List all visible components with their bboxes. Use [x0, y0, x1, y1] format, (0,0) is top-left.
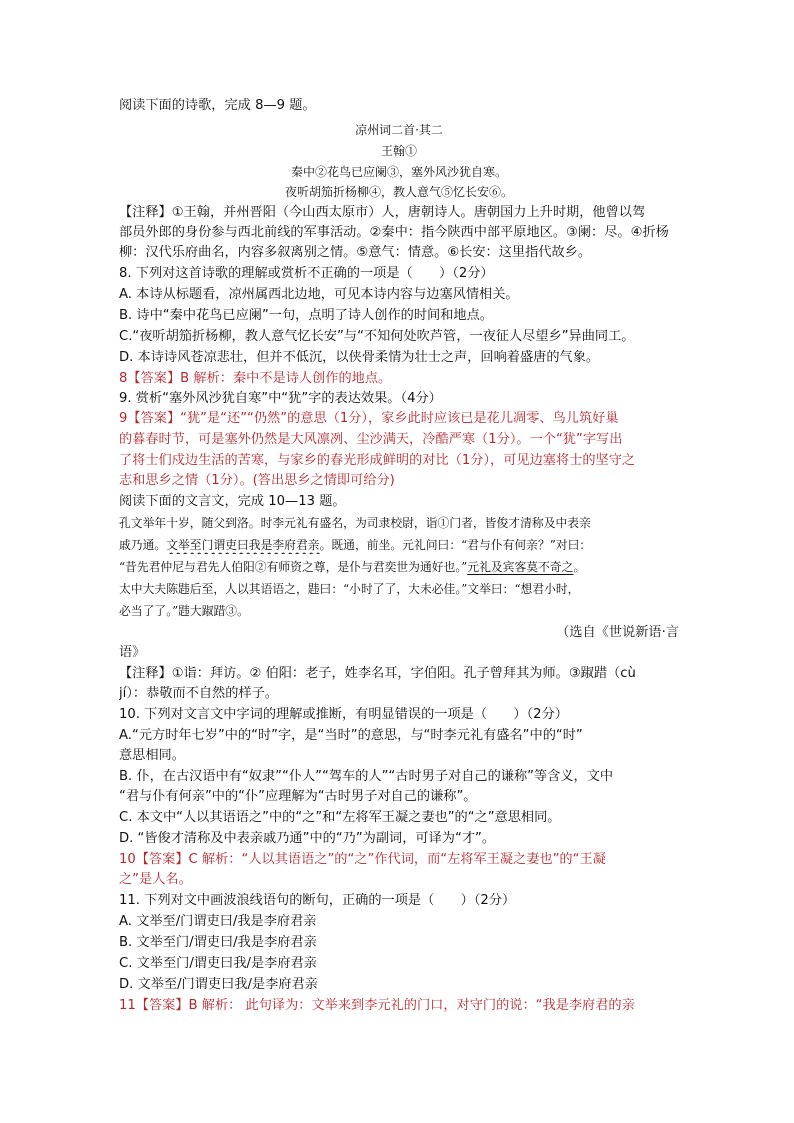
- q10-option-d: D. “皆俊才清称及中表亲戚乃通”中的“乃”为副词，可译为“才”。: [119, 831, 496, 846]
- prose-text: 。: [573, 560, 586, 574]
- poem-author: 王翰①: [380, 144, 417, 158]
- q10-option-a-cont: 意思相同。: [119, 748, 185, 763]
- prose-line-1: 孔文举年十岁，随父到洛。时李元礼有盛名，为司隶校尉，诣①门者，皆俊才清称及中表亲: [119, 516, 591, 530]
- poem-note-line: 柳：汉代乐府曲名，内容多叙离别之情。⑤意气：情意。⑥长安：这里指代故乡。: [119, 245, 592, 260]
- q10-option-b: B. 仆，在古汉语中有“奴隶”“仆人”“驾车的人”“古时男子对自己的谦称”等含义，文中: [119, 769, 614, 784]
- prose-source: （选自《世说新语·言: [556, 625, 679, 640]
- wavy-underlined-sentence: 文举至门谓吏曰我是李府君亲: [166, 538, 320, 552]
- poem-title: 凉州词二首·其二: [355, 123, 443, 137]
- q11-stem: 11. 下列对文中画波浪线语句的断句，正确的一项是（ ）（2分）: [119, 893, 516, 908]
- underlined-sentence: 元礼及宾客莫不奇之: [467, 560, 574, 574]
- q8-answer: 8【答案】B 解析：秦中不是诗人创作的地点。: [119, 371, 392, 386]
- q11-answer: 11【答案】B 解析： 此句译为：文举来到李元礼的门口，对守门的说：“我是李府君的亲: [119, 998, 635, 1013]
- prose-text: “昔先君仲尼与君先人伯阳②有师资之尊，是仆与君奕世为通好也。”: [119, 560, 468, 574]
- prose-line-3: [119, 558, 679, 576]
- q11-option-c: C. 文举至门/谓吏曰我/是李府君亲: [119, 956, 317, 971]
- prose-note-line: 【注释】①诣：拜访。② 伯阳：老子，姓李名耳，字伯阳。孔子曾拜其为师。③踧踖（cù: [119, 666, 636, 681]
- q8-option-b: B. 诗中“秦中花鸟已应阑”一句，点明了诗人创作的时间和地点。: [119, 308, 493, 323]
- poem-intro: 阅读下面的诗歌，完成 8—9 题。: [119, 98, 316, 113]
- q9-answer-line: 的暮春时节，可是塞外仍然是大风凛冽、尘沙满天，冷酷严寒（1分）。一个“犹”字写出: [119, 432, 623, 447]
- q8-option-c: C.“夜听胡笳折杨柳，教人意气忆长安”与“不知何处吹芦管，一夜征人尽望乡”异曲同工。: [119, 329, 635, 344]
- q8-option-a: A. 本诗从标题看，凉州属西北边地，可见本诗内容与边塞风情相关。: [119, 287, 519, 302]
- q10-option-a: A.“元方时年七岁”中的“时”字，是“当时”的意思，与“时李元礼有盛名”中的“时”: [119, 728, 583, 743]
- q11-option-d: D. 文举至/门谓吏曰我/是李府君亲: [119, 977, 318, 992]
- poem-line-1: 秦中②花鸟已应阑③，塞外风沙犹自寒。: [290, 165, 507, 179]
- poem-note-line: 【注释】①王翰，并州晋阳（今山西太原市）人，唐朝诗人。唐朝国力上升时期，他曾以驾: [119, 205, 646, 220]
- q8-option-d: D. 本诗诗风苍凉悲壮，但并不低沉，以侠骨柔情为壮士之声，回响着盛唐的气象。: [119, 350, 600, 365]
- prose-source-cont: 语》: [119, 645, 146, 660]
- prose-text: 。既通，前坐。元礼问曰：“君与仆有何亲？”对曰：: [319, 538, 592, 552]
- q9-answer-line: 了将士们戍边生活的苦寒，与家乡的春光形成鲜明的对比（1分），可见边塞将士的坚守之: [119, 453, 636, 468]
- q10-answer: 10【答案】C 解析：“人以其语语之”的“之”作代词，而“左将军王凝之妻也”的“王凝: [119, 852, 606, 867]
- prose-note-line: jí）：恭敬而不自然的样子。: [119, 686, 278, 701]
- q9-answer-line: 志和思乡之情（1分）。(答出思乡之情即可给分): [119, 473, 395, 488]
- q8-stem: 8. 下列对这首诗歌的理解或赏析不正确的一项是（ ）（2分）: [119, 266, 494, 281]
- q10-stem: 10. 下列对文言文中字词的理解或推断，有明显错误的一项是（ ）（2分）: [119, 707, 568, 722]
- poem-note-line: 部员外郎的身份参与西北前线的军事活动。②秦中：指今陕西中部平原地区。③阑：尽。④折杨: [119, 225, 669, 240]
- prose-text: 戚乃通。: [119, 538, 167, 552]
- q10-answer-cont: 之”是人名。: [119, 872, 192, 887]
- prose-line-5: 必当了了。”韪大踧踖③。: [119, 604, 249, 618]
- q10-option-c: C. 本文中“人以其语语之”中的“之”和“左将军王凝之妻也”的“之”意思相同。: [119, 810, 561, 825]
- q9-stem: 9. 赏析“塞外风沙犹自寒”中“犹”字的表达效果。（4分）: [119, 391, 442, 406]
- q9-answer-line: 9【答案】“犹”是“还”“仍然”的意思（1分），家乡此时应该已是花儿凋零、鸟儿筑好巢: [119, 411, 619, 426]
- q10-option-b-cont: “君与仆有何亲”中的“仆”应理解为“古时男子对自己的谦称”。: [119, 789, 477, 804]
- q11-option-a: A. 文举至/门谓吏曰/我是李府君亲: [119, 914, 317, 929]
- prose-line-2: [119, 536, 679, 554]
- poem-line-2: 夜听胡笳折杨柳④，教人意气⑤忆长安⑥。: [284, 185, 513, 199]
- q11-option-b: B. 文举至门/谓吏曰/我是李府君亲: [119, 935, 317, 950]
- prose-line-4: 太中大夫陈韪后至，人以其语语之，韪曰：“小时了了，大未必佳。”文举曰：“想君小时，: [119, 582, 580, 596]
- prose-intro: 阅读下面的文言文，完成 10—13 题。: [119, 494, 346, 509]
